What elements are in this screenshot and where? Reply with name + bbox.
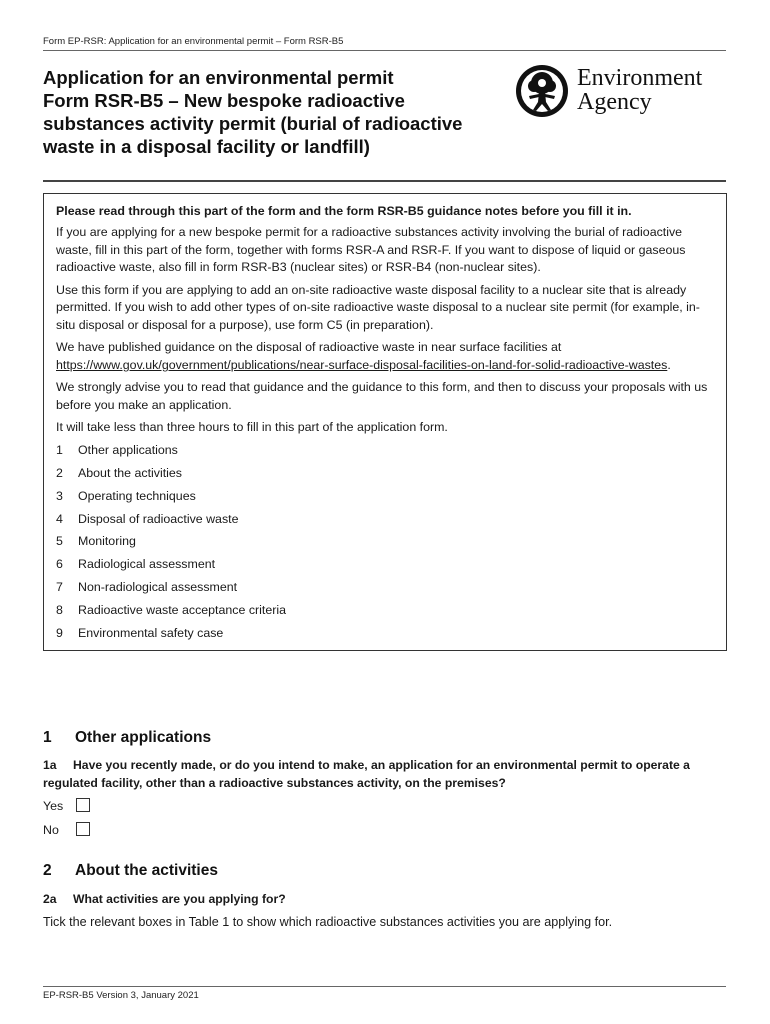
section-1-heading: 1 Other applications bbox=[43, 729, 212, 746]
list-item: 3 Operating techniques bbox=[56, 488, 196, 503]
option-no: No bbox=[43, 822, 90, 838]
title-line: Application for an environmental permit bbox=[43, 67, 394, 88]
intro-paragraph: It will take less than three hours to fill in this part of the application form. bbox=[56, 420, 448, 435]
list-item: 4 Disposal of radioactive waste bbox=[56, 511, 239, 526]
option-yes: Yes bbox=[43, 798, 90, 814]
intro-paragraph: We strongly advise you to read that guidance and the guidance to this form, and then to discuss your proposals with us before you make an application. bbox=[56, 380, 708, 413]
page-title bbox=[43, 66, 483, 158]
list-item: 5 Monitoring bbox=[56, 534, 136, 549]
title-divider bbox=[43, 180, 726, 182]
title-line: substances activity permit (burial of radioactive bbox=[43, 113, 463, 134]
question-1a: 1a Have you recently made, or do you intend to make, an application for an environmental permit to operate a regulated facility, other than a radioactive substances activity, on the premises? bbox=[43, 758, 690, 790]
list-item: 7 Non-radiological assessment bbox=[56, 579, 238, 594]
list-item: 2 About the activities bbox=[56, 465, 183, 480]
yes-checkbox[interactable] bbox=[76, 798, 90, 812]
title-line: Form RSR-B5 – New bespoke radioactive bbox=[43, 90, 405, 111]
no-checkbox[interactable] bbox=[76, 822, 90, 836]
guidance-link[interactable]: https://www.gov.uk/government/publications/near-surface-disposal-facilities-on-land-for-solid-radioactive-wastes bbox=[56, 358, 668, 373]
question-2a: 2a What activities are you applying for? bbox=[43, 892, 286, 906]
intro-paragraph: We have published guidance on the disposal of radioactive waste in near surface facilities at https://www.gov.uk/government/publications/near-surface-disposal-facilities-on-land-for-solid-radioactive-wastes. bbox=[56, 340, 671, 373]
list-item: 9 Environmental safety case bbox=[56, 625, 224, 640]
logo-wordmark: Environment Agency bbox=[577, 65, 703, 115]
environment-agency-tree-figure-icon bbox=[515, 64, 569, 118]
section-2-heading: 2 About the activities bbox=[43, 862, 218, 879]
list-item: 8 Radioactive waste acceptance criteria bbox=[56, 602, 286, 617]
intro-paragraph: If you are applying for a new bespoke permit for a radioactive substances activity involving the burial of radioactive waste, fill in this part of the form, together with forms RSR-A and RSR-F. If you want to dispose of liquid or gaseous radioactive waste, also fill in form RSR-B3 (nuclear sites) or RSR-B4 (non-nuclear sites). bbox=[56, 224, 686, 275]
list-item: 1 Other applications bbox=[56, 443, 178, 458]
running-header: Form EP-RSR: Application for an environmental permit – Form RSR-B5 bbox=[43, 36, 726, 51]
table-1-instruction: Tick the relevant boxes in Table 1 to show which radioactive substances activities you are applying for. bbox=[43, 915, 613, 929]
environment-agency-logo bbox=[515, 64, 730, 118]
list-item: 6 Radiological assessment bbox=[56, 557, 216, 572]
page-footer: EP-RSR-B5 Version 3, January 2021 bbox=[43, 986, 726, 1001]
intro-paragraph: Use this form if you are applying to add an on-site radioactive waste disposal facility to a nuclear site that is already permitted. If you wish to add other types of on-site radioactive waste disposal to a nuclear site permit (for example, in-situ disposal or disposal for a purpose), use form C5 (in preparation). bbox=[56, 282, 700, 333]
intro-box bbox=[43, 193, 727, 651]
intro-lead: Please read through this part of the form and the form RSR-B5 guidance notes before you fill it in. bbox=[56, 204, 632, 218]
title-line: waste in a disposal facility or landfill) bbox=[43, 136, 370, 157]
contents-list bbox=[56, 439, 714, 644]
